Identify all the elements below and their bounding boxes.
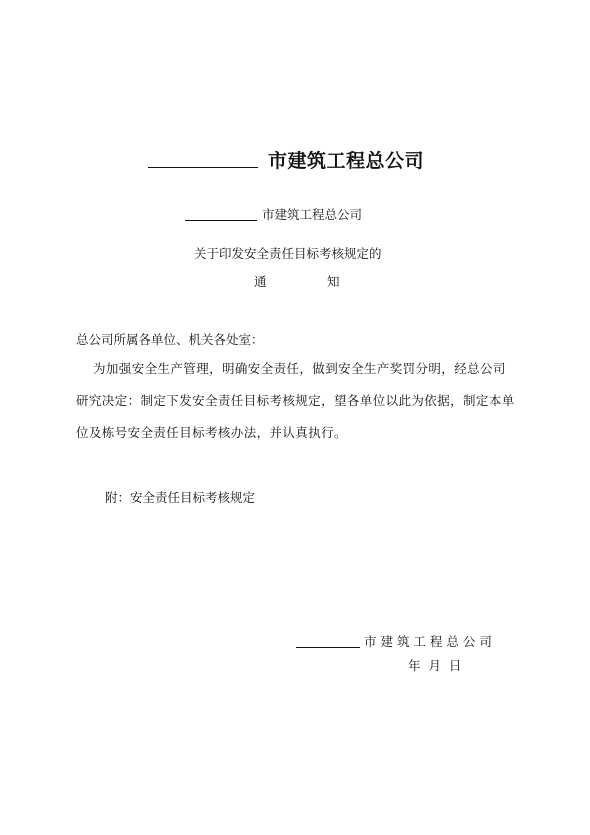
attachment-label: 附：安全责任目标考核规定 xyxy=(105,490,256,505)
signature-org: 市 建 筑 工 程 总 公 司 xyxy=(364,634,492,649)
notice-char-2: 知 xyxy=(327,274,340,289)
signature-blank-underline xyxy=(296,647,360,648)
signature-date: 年 月 日 xyxy=(408,658,462,673)
body-paragraph-line-2: 研究决定：制定下发安全责任目标考核规定，望各单位以此为依据，制定本单 xyxy=(76,393,515,408)
body-paragraph-line-1: 为加强安全生产管理，明确安全责任，做到安全生产奖罚分明，经总公司 xyxy=(93,361,506,376)
body-paragraph-line-3: 位及栋号安全责任目标考核办法，并认真执行。 xyxy=(76,425,347,440)
header-blank-underline xyxy=(148,167,258,168)
document-header-title: 市建筑工程总公司 xyxy=(268,150,425,172)
subject-line: 关于印发安全责任目标考核规定的 xyxy=(194,246,382,261)
salutation: 总公司所属各单位、机关各处室： xyxy=(76,332,264,347)
issuer-blank-underline xyxy=(185,220,257,221)
notice-char-1: 通 xyxy=(254,274,267,289)
issuer-name: 市建筑工程总公司 xyxy=(262,207,363,222)
